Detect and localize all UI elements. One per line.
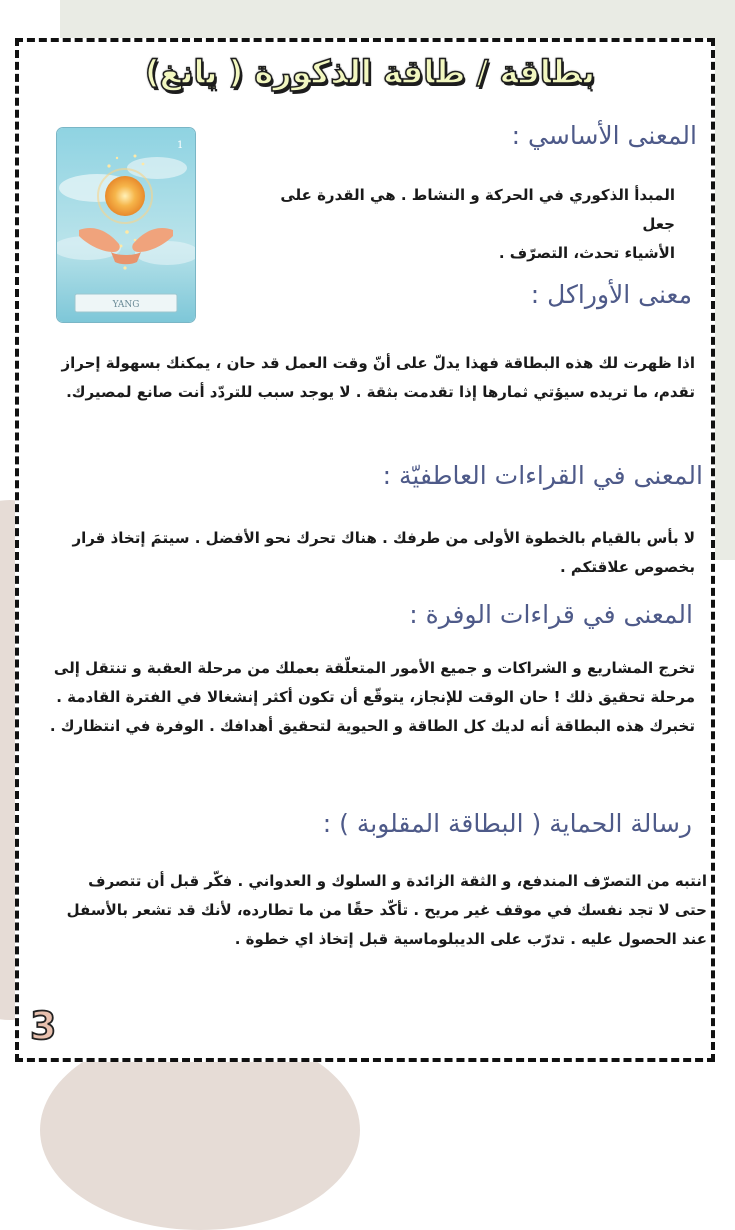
paragraph-line: لا بأس بالقيام بالخطوة الأولى من طرفك . هناك تحرك نحو الأفضل . سيتمَ إتخاذ قرار bbox=[72, 529, 695, 547]
paragraph-line: تقدم، ما تريده سيؤتي ثمارها إذا تقدمت بثقة . لا يوجد سبب للتردّد أنت صانع لمصيرك. bbox=[66, 383, 695, 401]
page-title: بطاقة / طاقة الذكورة ( يانغ) bbox=[144, 53, 596, 91]
paragraph-line: الأشياء تحدث، التصرّف . bbox=[498, 244, 675, 262]
paragraph-line: تخبرك هذه البطاقة أنه لديك كل الطاقة و الحيوية لتحقيق أهدافك . الوفرة في انتظارك . bbox=[49, 717, 695, 735]
paragraph-line: مرحلة تحقيق ذلك ! حان الوقت للإنجاز، يتوقّع أن تكون أكثر إنشغالا في الفترة القادمة . bbox=[56, 688, 695, 706]
paragraph-protection-message bbox=[57, 867, 707, 954]
paragraph-line: المبدأ الذكوري في الحركة و النشاط . هي القدرة على جعل bbox=[280, 186, 675, 233]
heading-oracle-meaning: معنى الأوراكل : bbox=[530, 280, 692, 309]
paragraph-line: انتبه من التصرّف المندفع، و الثقة الزائدة و السلوك و العدواني . فكّر قبل أن تتصرف bbox=[88, 872, 707, 890]
paragraph-line: حتى لا تجد نفسك في موقف غير مريح . تأكّد حقًا من ما تطارده، لأنك قد تشعر بالأسفل bbox=[66, 901, 707, 919]
heading-emotional-readings: المعنى في القراءات العاطفيّة : bbox=[382, 461, 703, 490]
paragraph-line: اذا ظهرت لك هذه البطاقة فهذا يدلّ على أنّ وقت العمل قد حان ، يمكنك بسهولة إحراز bbox=[61, 354, 695, 372]
tarot-card-image bbox=[56, 127, 196, 323]
paragraph-line: تخرج المشاريع و الشراكات و جميع الأمور المتعلّقة بعملك من مرحلة العقبة و تنتقل إلى bbox=[53, 659, 695, 677]
card-caption: YANG bbox=[112, 300, 140, 310]
sun-icon bbox=[105, 176, 145, 216]
paragraph-abundance-readings bbox=[45, 654, 695, 741]
paragraph-basic-meaning bbox=[245, 181, 675, 268]
page-number: 3 bbox=[30, 1004, 57, 1048]
paragraph-line: بخصوص علاقتكم . bbox=[559, 558, 695, 576]
heading-abundance-readings: المعنى في قراءات الوفرة : bbox=[409, 600, 693, 629]
paragraph-line: عند الحصول عليه . تدرّب على الديبلوماسية قبل إتخاذ اي خطوة . bbox=[234, 930, 707, 948]
yang-card-illustration bbox=[57, 128, 195, 322]
paragraph-emotional-readings bbox=[55, 524, 695, 582]
paragraph-oracle-meaning bbox=[55, 349, 695, 407]
heading-basic-meaning: المعنى الأساسي : bbox=[511, 121, 697, 150]
heading-protection-message: رسالة الحماية ( البطاقة المقلوبة ) : bbox=[322, 809, 692, 838]
card-number: 1 bbox=[177, 140, 184, 151]
